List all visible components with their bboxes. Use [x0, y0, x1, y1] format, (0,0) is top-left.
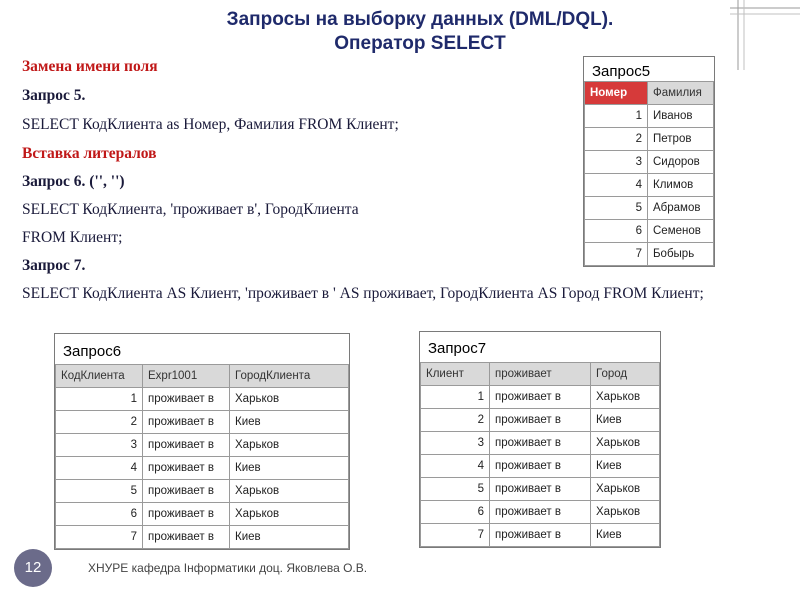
- q5-cell[interactable]: Бобырь: [648, 243, 714, 266]
- q7-header-lives[interactable]: проживает: [490, 363, 591, 386]
- query7-label: Запрос 7.: [22, 257, 86, 274]
- query5-caption: Запрос5: [592, 63, 651, 80]
- query5-table: [584, 81, 714, 266]
- q7-cell[interactable]: 7: [421, 524, 490, 547]
- q6-cell[interactable]: Харьков: [230, 388, 349, 411]
- q5-header-surname[interactable]: Фамилия: [648, 82, 714, 105]
- q6-cell[interactable]: Киев: [230, 457, 349, 480]
- table-row[interactable]: [56, 526, 349, 549]
- q7-cell[interactable]: 6: [421, 501, 490, 524]
- query6-sql-line1: SELECT КодКлиента, 'проживает в', ГородКлиента: [22, 201, 359, 218]
- q6-cell[interactable]: проживает в: [143, 503, 230, 526]
- table-row[interactable]: [421, 409, 660, 432]
- q6-header-code[interactable]: КодКлиента: [56, 365, 143, 388]
- heading-insert-literals: Вставка литералов: [22, 145, 157, 162]
- q6-cell[interactable]: Харьков: [230, 480, 349, 503]
- query5-sql: SELECT КодКлиента as Номер, Фамилия FROM Клиент;: [22, 116, 399, 133]
- q7-cell[interactable]: 5: [421, 478, 490, 501]
- table-row[interactable]: [421, 524, 660, 547]
- q6-cell[interactable]: 6: [56, 503, 143, 526]
- page-number-badge: 12: [14, 549, 52, 587]
- q7-cell[interactable]: Харьков: [591, 432, 660, 455]
- q7-cell[interactable]: 4: [421, 455, 490, 478]
- table-row[interactable]: [421, 455, 660, 478]
- table-row[interactable]: [585, 243, 714, 266]
- q5-cell[interactable]: Семенов: [648, 220, 714, 243]
- query6-sql-line2: FROM Клиент;: [22, 229, 123, 246]
- table-row[interactable]: [56, 434, 349, 457]
- q6-cell[interactable]: 1: [56, 388, 143, 411]
- query7-sql: SELECT КодКлиента AS Клиент, 'проживает в ' AS проживает, ГородКлиента AS Город FROM Клиент;: [22, 285, 704, 302]
- q7-cell[interactable]: Киев: [591, 409, 660, 432]
- table-row[interactable]: [56, 457, 349, 480]
- q6-cell[interactable]: 4: [56, 457, 143, 480]
- q5-cell[interactable]: 1: [585, 105, 648, 128]
- q6-cell[interactable]: 3: [56, 434, 143, 457]
- q6-cell[interactable]: проживает в: [143, 526, 230, 549]
- table-row[interactable]: [421, 478, 660, 501]
- table-row[interactable]: [56, 388, 349, 411]
- q5-cell[interactable]: 5: [585, 197, 648, 220]
- table-row[interactable]: [585, 151, 714, 174]
- q6-cell[interactable]: проживает в: [143, 388, 230, 411]
- q6-cell[interactable]: Харьков: [230, 503, 349, 526]
- q5-cell[interactable]: Сидоров: [648, 151, 714, 174]
- table-row[interactable]: [56, 503, 349, 526]
- footer-author: ХНУРЕ кафедра Інформатики доц. Яковлева О.В.: [88, 561, 368, 575]
- query5-result-window: [583, 56, 715, 267]
- query5-label: Запрос 5.: [22, 87, 86, 104]
- q7-cell[interactable]: проживает в: [490, 524, 591, 547]
- q7-header-city[interactable]: Город: [591, 363, 660, 386]
- q6-header-expr[interactable]: Expr1001: [143, 365, 230, 388]
- table-row[interactable]: [585, 220, 714, 243]
- q7-cell[interactable]: Киев: [591, 455, 660, 478]
- q5-cell[interactable]: 3: [585, 151, 648, 174]
- heading-field-rename: Замена имени поля: [22, 58, 158, 75]
- q7-cell[interactable]: проживает в: [490, 409, 591, 432]
- table-row[interactable]: [421, 501, 660, 524]
- q7-header-client[interactable]: Клиент: [421, 363, 490, 386]
- q5-cell[interactable]: 7: [585, 243, 648, 266]
- table-row[interactable]: [421, 386, 660, 409]
- title-line-1: Запросы на выборку данных (DML/DQL).: [226, 9, 614, 30]
- q7-cell[interactable]: проживает в: [490, 386, 591, 409]
- q7-cell[interactable]: проживает в: [490, 455, 591, 478]
- q6-cell[interactable]: Киев: [230, 411, 349, 434]
- q6-cell[interactable]: Харьков: [230, 434, 349, 457]
- slide-title: [140, 8, 700, 56]
- q5-cell[interactable]: Иванов: [648, 105, 714, 128]
- q5-header-number[interactable]: Номер: [585, 82, 648, 105]
- q5-cell[interactable]: 6: [585, 220, 648, 243]
- query6-table: [55, 364, 349, 549]
- q6-cell[interactable]: проживает в: [143, 411, 230, 434]
- query7-result-window: [419, 331, 661, 548]
- q6-cell[interactable]: проживает в: [143, 480, 230, 503]
- q6-header-city[interactable]: ГородКлиента: [230, 365, 349, 388]
- q7-cell[interactable]: Харьков: [591, 478, 660, 501]
- table-row[interactable]: [421, 432, 660, 455]
- q7-cell[interactable]: 3: [421, 432, 490, 455]
- q5-cell[interactable]: Климов: [648, 174, 714, 197]
- corner-decoration: [730, 0, 800, 70]
- query6-result-window: [54, 333, 350, 550]
- q5-cell[interactable]: 2: [585, 128, 648, 151]
- table-row[interactable]: [585, 197, 714, 220]
- q6-cell[interactable]: проживает в: [143, 457, 230, 480]
- q7-cell[interactable]: проживает в: [490, 432, 591, 455]
- table-row[interactable]: [56, 480, 349, 503]
- table-row[interactable]: [585, 174, 714, 197]
- table-row[interactable]: [56, 411, 349, 434]
- q6-cell[interactable]: проживает в: [143, 434, 230, 457]
- query6-label: Запрос 6. ('', ''): [22, 173, 125, 190]
- query7-table: [420, 362, 660, 547]
- q5-cell[interactable]: Петров: [648, 128, 714, 151]
- query6-caption: Запрос6: [63, 343, 122, 360]
- title-line-2: Оператор SELECT: [334, 33, 506, 54]
- q7-cell[interactable]: 2: [421, 409, 490, 432]
- q7-cell[interactable]: 1: [421, 386, 490, 409]
- q6-cell[interactable]: Киев: [230, 526, 349, 549]
- q5-cell[interactable]: 4: [585, 174, 648, 197]
- q7-cell[interactable]: проживает в: [490, 478, 591, 501]
- table-row[interactable]: [585, 128, 714, 151]
- q6-cell[interactable]: 7: [56, 526, 143, 549]
- q7-cell[interactable]: Харьков: [591, 501, 660, 524]
- q7-cell[interactable]: Киев: [591, 524, 660, 547]
- q7-cell[interactable]: проживает в: [490, 501, 591, 524]
- q6-cell[interactable]: 5: [56, 480, 143, 503]
- table-row[interactable]: [585, 105, 714, 128]
- q7-cell[interactable]: Харьков: [591, 386, 660, 409]
- q6-cell[interactable]: 2: [56, 411, 143, 434]
- query7-caption: Запрос7: [428, 340, 487, 357]
- q5-cell[interactable]: Абрамов: [648, 197, 714, 220]
